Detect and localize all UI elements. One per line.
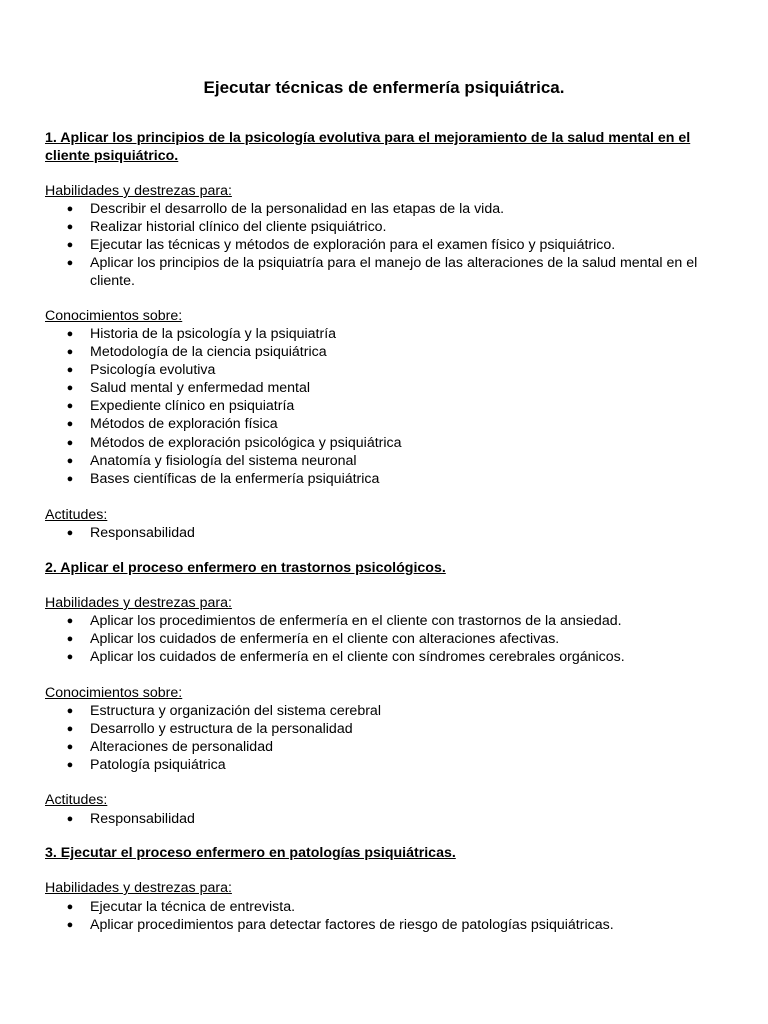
bullet-icon: ● <box>66 705 74 717</box>
bullet-icon: ● <box>66 813 74 825</box>
bullet-icon: ● <box>66 759 74 772</box>
list-item-text: Expediente clínico en psiquiatría <box>90 398 295 415</box>
list-item <box>45 361 735 379</box>
list-item-text: Ejecutar las técnicas y métodos de exploración para el examen físico y psiquiátrico. <box>90 237 616 254</box>
section-3-heading: 3. Ejecutar el proceso enfermero en patologías psiquiátricas. <box>45 845 456 861</box>
list-item-text: Desarrollo y estructura de la personalidad <box>90 721 353 738</box>
list-item <box>45 434 735 452</box>
list-item-text: Bases científicas de la enfermería psiquiátrica <box>90 470 380 487</box>
section-1-knowledge-label: Conocimientos sobre: <box>45 308 183 324</box>
bullet-icon: ● <box>66 239 74 252</box>
section-1-skills-label: Habilidades y destrezas para: <box>45 183 232 199</box>
list-item-text: Psicología evolutiva <box>90 362 216 379</box>
list-item <box>45 236 735 254</box>
list-item-text: Aplicar los cuidados de enfermería en el cliente con alteraciones afectivas. <box>90 631 560 648</box>
list-item-text: Ejecutar la técnica de entrevista. <box>90 899 296 915</box>
list-item-text: Alteraciones de personalidad <box>90 739 273 756</box>
section-2-attitudes-list <box>45 810 735 828</box>
list-item-text: Métodos de exploración psicológica y psiquiátrica <box>90 434 402 451</box>
section-2-attitudes-label: Actitudes: <box>45 792 108 808</box>
section-3-skills-list <box>45 898 735 934</box>
bullet-icon: ● <box>66 615 74 627</box>
section-2-heading: 2. Aplicar el proceso enfermero en trastornos psicológicos. <box>45 560 446 576</box>
section-2-knowledge-label: Conocimientos sobre: <box>45 685 183 701</box>
list-item <box>45 470 735 488</box>
bullet-icon: ● <box>66 901 74 913</box>
bullet-icon: ● <box>66 418 74 431</box>
list-item-text: Aplicar los cuidados de enfermería en el cliente con síndromes cerebrales orgánicos. <box>90 649 625 666</box>
list-item-text: Estructura y organización del sistema cerebral <box>90 703 381 719</box>
section-2-knowledge-list <box>45 702 735 774</box>
list-item <box>45 452 735 470</box>
section-2-skills-list <box>45 612 735 666</box>
list-item <box>45 720 735 738</box>
bullet-icon: ● <box>66 328 74 340</box>
section-1-heading: 1. Aplicar los principios de la psicología evolutiva para el mejoramiento de la salud mental en el cliente psiquiátrico. <box>45 130 691 164</box>
list-item <box>45 630 735 648</box>
list-item-text: Patología psiquiátrica <box>90 757 226 774</box>
list-item <box>45 648 735 666</box>
section-1-attitudes-label: Actitudes: <box>45 507 108 523</box>
list-item <box>45 524 735 542</box>
list-item <box>45 898 735 916</box>
list-item-text: Historia de la psicología y la psiquiatría <box>90 326 337 342</box>
list-item-text: Aplicar los principios de la psiquiatría para el manejo de las alteraciones de la salud mental en el cliente. <box>90 255 698 290</box>
bullet-icon: ● <box>66 203 74 215</box>
bullet-icon: ● <box>66 382 74 395</box>
list-item <box>45 738 735 756</box>
list-item <box>45 254 735 290</box>
list-item <box>45 343 735 361</box>
section-3-skills-label: Habilidades y destrezas para: <box>45 880 232 896</box>
list-item <box>45 810 735 828</box>
section-1-knowledge-list <box>45 325 735 488</box>
section-1-attitudes-list <box>45 524 735 542</box>
bullet-icon: ● <box>66 221 74 234</box>
list-item <box>45 379 735 397</box>
list-item-text: Describir el desarrollo de la personalidad en las etapas de la vida. <box>90 201 505 217</box>
bullet-icon: ● <box>66 741 74 754</box>
bullet-icon: ● <box>66 651 74 664</box>
list-item <box>45 756 735 774</box>
bullet-icon: ● <box>66 633 74 646</box>
list-item-text: Aplicar los procedimientos de enfermería en el cliente con trastornos de la ansiedad. <box>90 613 622 629</box>
list-item <box>45 218 735 236</box>
bullet-icon: ● <box>66 472 74 485</box>
list-item-text: Salud mental y enfermedad mental <box>90 380 311 397</box>
bullet-icon: ● <box>66 454 74 467</box>
list-item <box>45 916 735 934</box>
list-item-text: Aplicar procedimientos para detectar factores de riesgo de patologías psiquiátricas. <box>90 917 614 934</box>
list-item-text: Responsabilidad <box>90 525 195 541</box>
list-item-text: Responsabilidad <box>90 811 195 827</box>
bullet-icon: ● <box>66 436 74 449</box>
bullet-icon: ● <box>66 527 74 539</box>
list-item-text: Métodos de exploración física <box>90 416 278 433</box>
bullet-icon: ● <box>66 400 74 413</box>
list-item <box>45 397 735 415</box>
list-item <box>45 612 735 630</box>
bullet-icon: ● <box>66 346 74 359</box>
bullet-icon: ● <box>66 723 74 736</box>
list-item <box>45 415 735 433</box>
list-item-text: Metodología de la ciencia psiquiátrica <box>90 344 327 361</box>
list-item <box>45 702 735 720</box>
list-item <box>45 200 735 218</box>
section-2-skills-label: Habilidades y destrezas para: <box>45 595 232 611</box>
list-item <box>45 325 735 343</box>
bullet-icon: ● <box>66 364 74 377</box>
list-item-text: Realizar historial clínico del cliente psiquiátrico. <box>90 219 387 236</box>
bullet-icon: ● <box>66 919 74 932</box>
bullet-icon: ● <box>66 257 74 270</box>
section-1-skills-list <box>45 200 735 290</box>
document-title: Ejecutar técnicas de enfermería psiquiátrica. <box>203 78 565 97</box>
list-item-text: Anatomía y fisiología del sistema neuronal <box>90 452 357 469</box>
